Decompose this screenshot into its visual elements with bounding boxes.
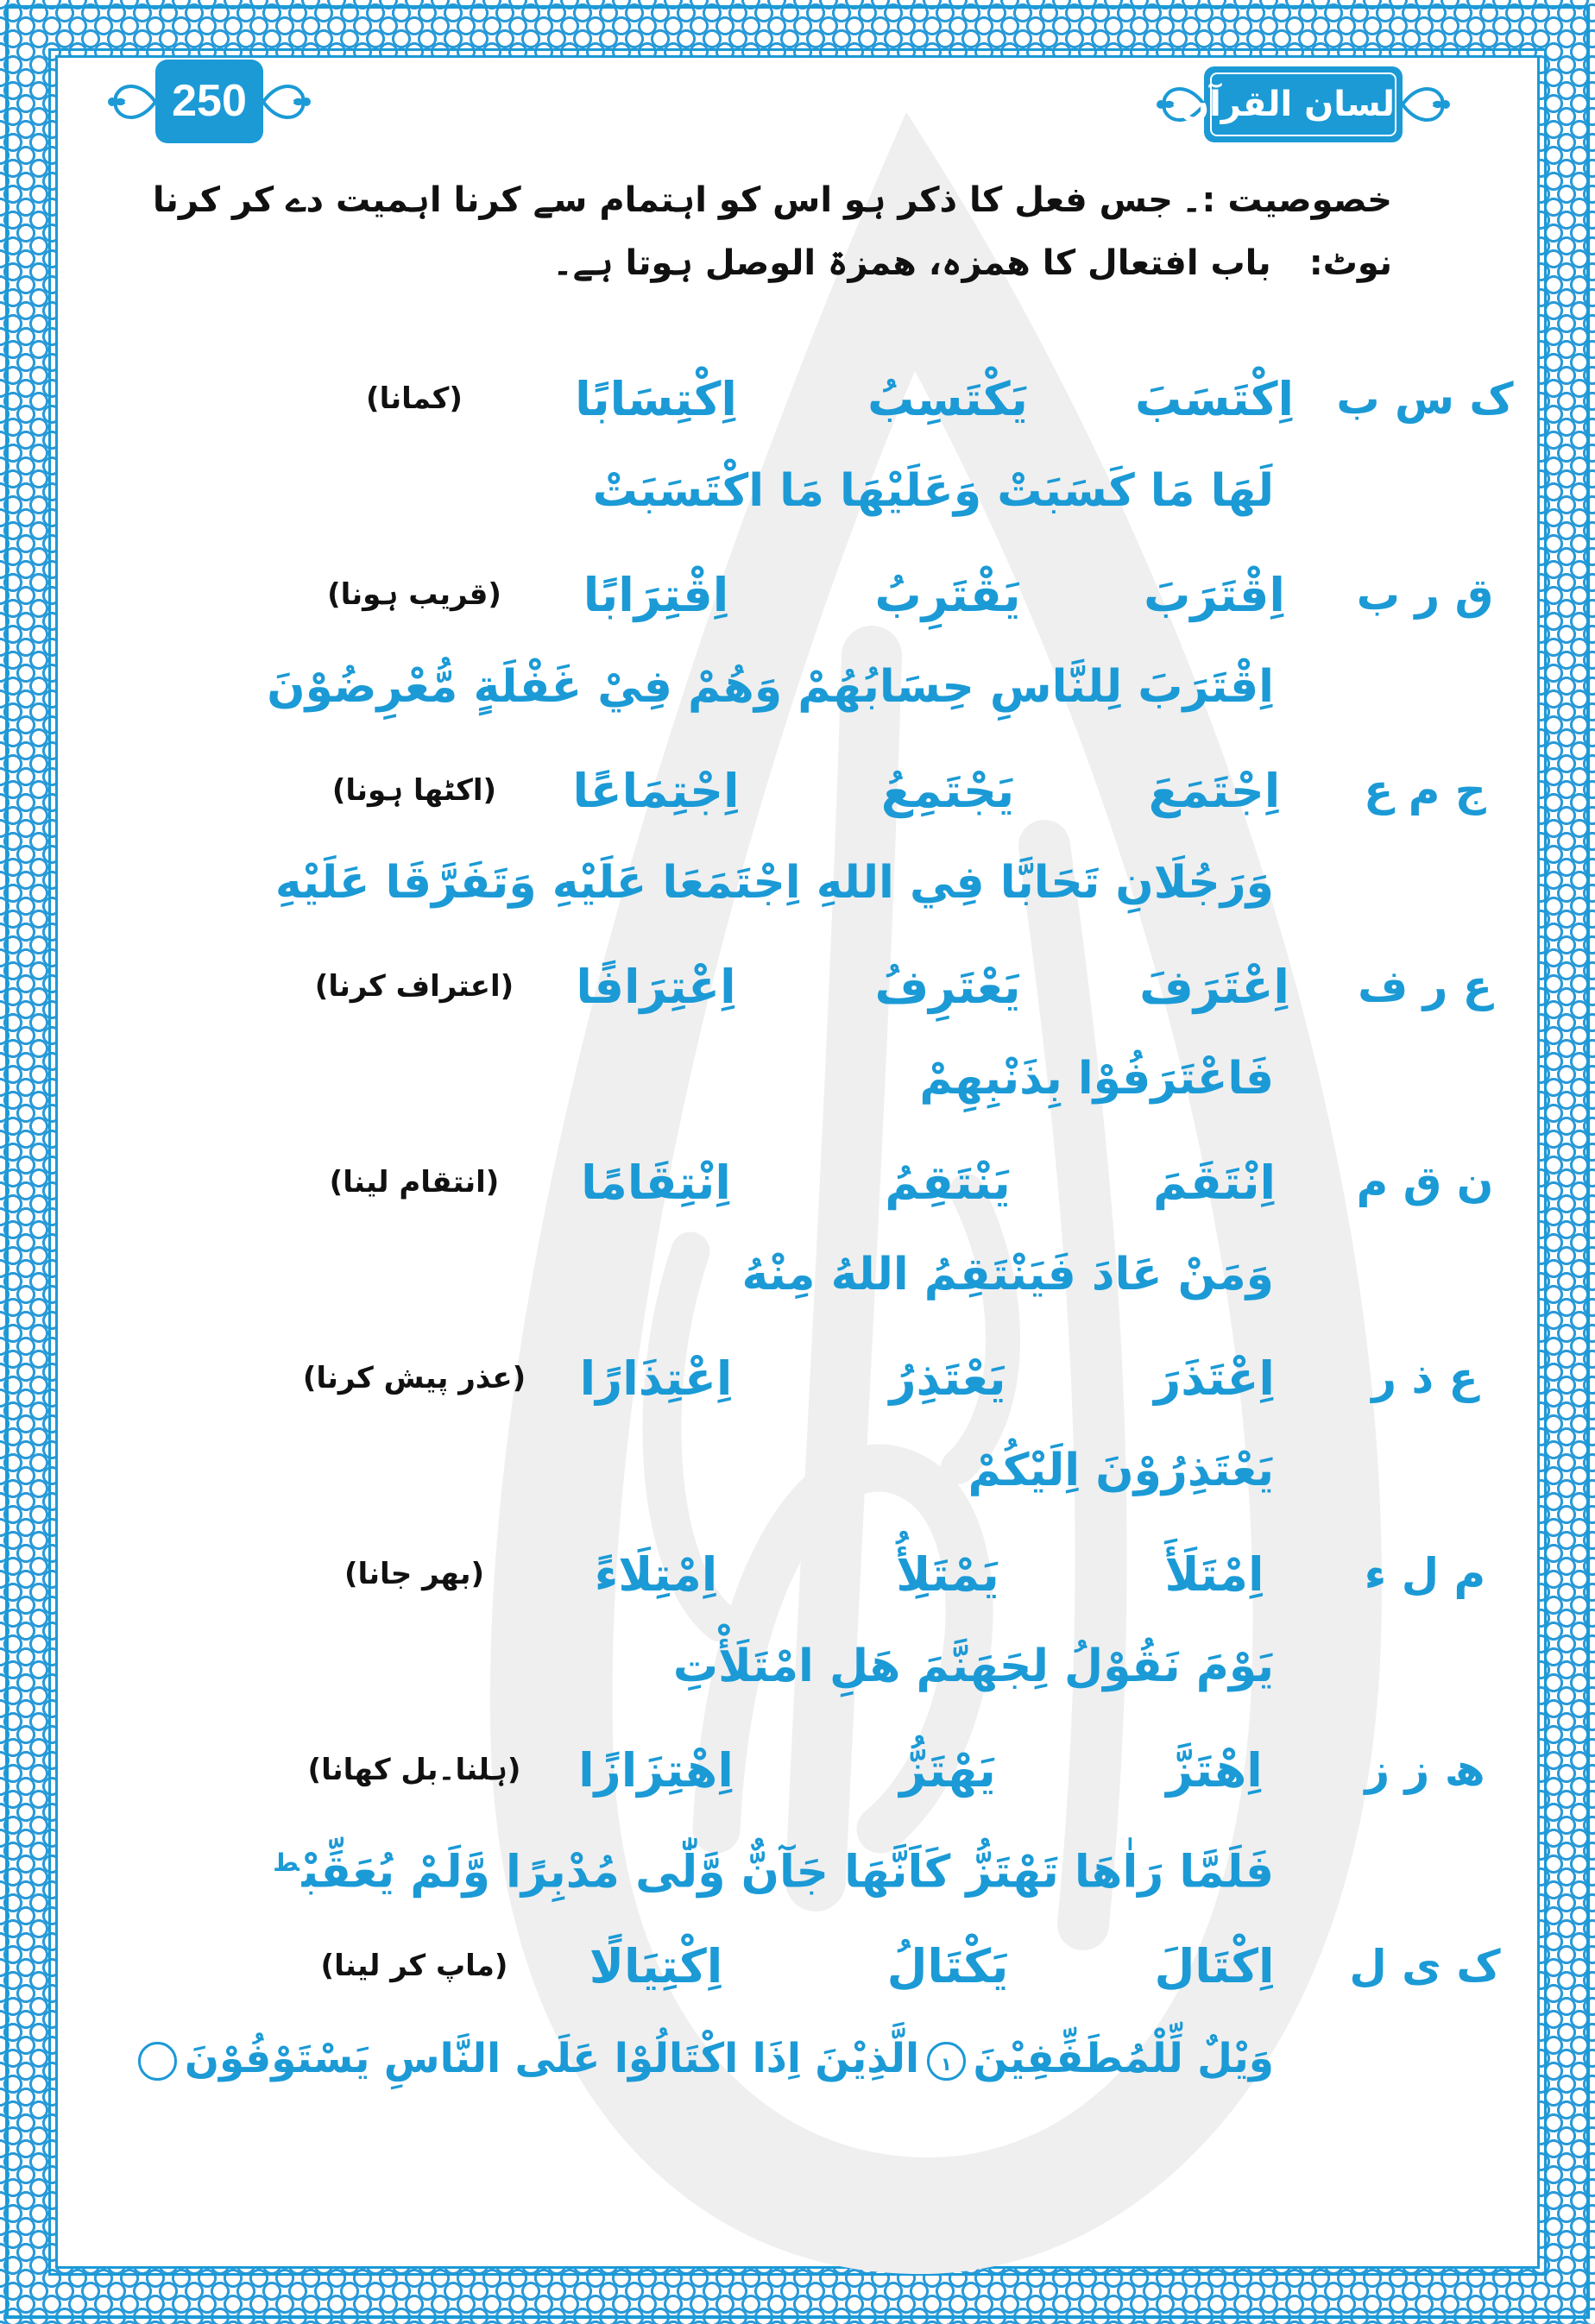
meaning: (بھر جانا) — [344, 1557, 485, 1591]
root-letters: ن ق م — [1356, 1157, 1494, 1207]
past-form: اِنْتَقَمَ — [1152, 1156, 1277, 1210]
quran-example — [112, 445, 1274, 538]
verb-forms — [0, 353, 1595, 445]
verb-forms — [0, 745, 1595, 837]
quran-example — [112, 641, 1274, 734]
root-letters: ک س ب — [1336, 374, 1514, 424]
masdar-form: اِكْتِسَابًا — [575, 372, 737, 426]
masdar-form: اِنْتِقَامًا — [581, 1156, 731, 1210]
root-letters: ھ ز ز — [1365, 1745, 1485, 1795]
entry-row — [0, 941, 1595, 1137]
present-form: يَجْتَمِعُ — [880, 764, 1015, 818]
example-text-continued: الَّذِيْنَ اِذَا اكْتَالُوْا عَلَى النَّاسِ يَسْتَوْفُوْنَ — [184, 2035, 920, 2082]
waqf-mark: ط — [273, 1848, 299, 1877]
meaning: (ہلنا۔بل کھانا) — [307, 1753, 521, 1787]
meaning: (اعتراف کرنا) — [314, 969, 514, 1004]
hadith-example — [112, 837, 1274, 929]
page-number: 250 — [172, 76, 247, 126]
page-number-badge — [155, 60, 263, 143]
present-form: يَهْتَزُّ — [899, 1743, 996, 1798]
book-title-badge — [1179, 66, 1403, 142]
example-text: اِقْتَرَبَ لِلنَّاسِ حِسَابُهُمْ وَهُمْ فِيْ غَفْلَةٍ مُّعْرِضُوْنَ — [267, 661, 1274, 713]
ornament-left-icon — [107, 67, 155, 136]
example-text: وَيْلٌ لِّلْمُطَفِّفِيْنَ — [973, 2035, 1274, 2082]
book-title: لسان القرآن — [1210, 72, 1396, 136]
entry-row — [0, 1137, 1595, 1332]
entry-row — [0, 1528, 1595, 1724]
meaning: (قریب ہونا) — [327, 577, 501, 612]
past-form: اِهْتَزَّ — [1166, 1743, 1263, 1798]
verb-forms — [0, 1920, 1595, 2012]
example-text: وَرَجُلَانِ تَحَابَّا فِي اللهِ اِجْتَمَعَا عَلَيْهِ وَتَفَرَّقَا عَلَيْهِ — [274, 857, 1274, 909]
root-letters: م ل ء — [1364, 1549, 1486, 1599]
entry-row — [0, 549, 1595, 745]
verb-forms — [0, 941, 1595, 1033]
note-label: نوٹ: — [1308, 243, 1392, 283]
quran-example — [112, 1033, 1274, 1125]
past-form: اِقْتَرَبَ — [1144, 568, 1285, 622]
example-text: وَمَنْ عَادَ فَيَنْتَقِمُ اللهُ مِنْهُ — [741, 1249, 1274, 1301]
verb-forms — [0, 1332, 1595, 1425]
root-letters: ق ر ب — [1356, 570, 1494, 620]
example-text: يَعْتَذِرُوْنَ اِلَيْكُمْ — [968, 1445, 1274, 1496]
ayah-end-marker — [138, 2042, 177, 2081]
masdar-form: اِمْتِلَاءً — [594, 1547, 718, 1602]
ornament-right-icon — [263, 67, 312, 136]
meaning: (عذر پیش کرنا) — [302, 1361, 526, 1395]
quran-example — [112, 1229, 1274, 1321]
ayah-marker — [927, 2042, 966, 2081]
example-text: لَهَا مَا كَسَبَتْ وَعَلَيْهَا مَا اكْتَسَبَتْ — [592, 465, 1274, 517]
present-form: يَقْتَرِبُ — [874, 568, 1021, 622]
past-form: اِعْتَذَرَ — [1154, 1351, 1275, 1406]
note-line — [129, 236, 1392, 291]
verb-forms — [0, 1137, 1595, 1229]
masdar-form: اِهْتِزَازًا — [578, 1743, 734, 1798]
present-form: يَنْتَقِمُ — [885, 1156, 1011, 1210]
masdar-form: اِكْتِيَالًا — [589, 1939, 723, 1993]
feature-line — [129, 173, 1392, 228]
past-form: اِكْتَسَبَ — [1134, 372, 1295, 426]
meaning: (اکٹھا ہونا) — [331, 773, 497, 808]
entry-row — [0, 353, 1595, 549]
note-text: باب افتعال کا ھمزہ، ھمزۃ الوصل ہوتا ہے۔ — [552, 243, 1271, 283]
present-form: يَمْتَلِأُ — [896, 1547, 999, 1602]
present-form: يَكْتَسِبُ — [867, 372, 1028, 426]
present-form: يَعْتَذِرُ — [889, 1351, 1006, 1406]
ayah-number: ١ — [940, 2053, 952, 2075]
meaning: (ماپ کر لینا) — [320, 1949, 508, 1983]
quran-example — [112, 1621, 1274, 1713]
entry-row — [0, 745, 1595, 941]
past-form: اِجْتَمَعَ — [1148, 764, 1281, 818]
entry-row — [0, 1920, 1595, 2116]
root-letters: ع ر ف — [1358, 961, 1492, 1011]
entry-row — [0, 1724, 1595, 1920]
root-letters: ع ذ ر — [1371, 1353, 1478, 1403]
present-form: يَعْتَرِفُ — [874, 960, 1021, 1014]
verb-forms — [0, 1528, 1595, 1621]
feature-text: جس فعل کا ذکر ہو اس کو اہتمام سے کرنا اہمیت دے کر کرنا — [152, 180, 1173, 220]
root-letters: ک ی ل — [1349, 1941, 1501, 1991]
verb-entries — [0, 353, 1595, 2116]
quran-example — [112, 1817, 1274, 1909]
example-text: فَاعْتَرَفُوْا بِذَنْبِهِمْ — [919, 1053, 1274, 1105]
ornament-right-icon — [1403, 70, 1451, 139]
quran-example — [112, 1425, 1274, 1517]
quran-example — [112, 2012, 1274, 2105]
meaning: (کمانا) — [366, 381, 463, 416]
entry-row — [0, 1332, 1595, 1528]
past-form: اِعْتَرَفَ — [1139, 960, 1289, 1014]
meaning: (انتقام لینا) — [329, 1165, 500, 1200]
example-text: يَوْمَ نَقُوْلُ لِجَهَنَّمَ هَلِ امْتَلَأْتِ — [672, 1641, 1274, 1692]
feature-label: خصوصیت :۔ — [1181, 180, 1392, 220]
masdar-form: اِعْتِذَارًا — [579, 1351, 733, 1406]
present-form: يَكْتَالُ — [886, 1939, 1009, 1993]
masdar-form: اِجْتِمَاعًا — [572, 764, 740, 818]
verb-forms — [0, 1724, 1595, 1817]
past-form: اِمْتَلَأَ — [1164, 1547, 1264, 1602]
verb-forms — [0, 549, 1595, 641]
masdar-form: اِعْتِرَافًا — [576, 960, 736, 1014]
example-text: فَلَمَّا رَاٰهَا تَهْتَزُّ كَاَنَّهَا جَآنٌّ وَّلّٰى مُدْبِرًا وَّلَمْ يُعَقِّبْ — [301, 1846, 1274, 1899]
masdar-form: اِقْتِرَابًا — [583, 568, 729, 622]
past-form: اِكْتَالَ — [1154, 1939, 1275, 1993]
root-letters: ج م ع — [1364, 765, 1486, 816]
